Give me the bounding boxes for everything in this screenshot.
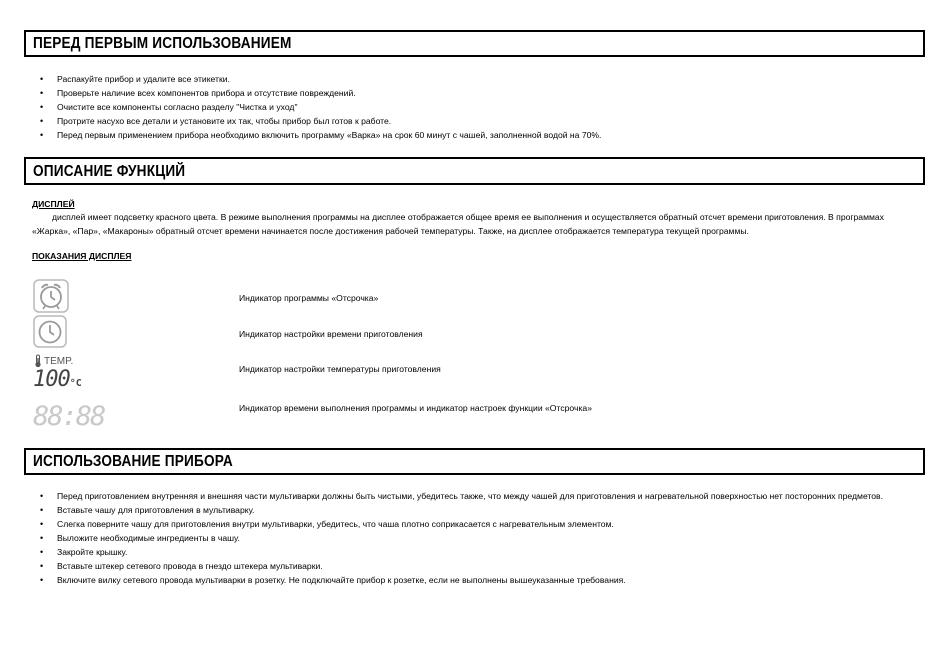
list-item: • Перед приготовлением внутренняя и внешняя части мультиварки должны быть чистыми, убедитесь также, что между чашей для приготовления и нагревательной поверхностью нет посторонних предметов. [36,489,916,503]
section-header-usage [24,448,925,475]
section-title: ОПИСАНИЕ ФУНКЦИЙ [33,163,186,180]
list-item: • Протрите насухо все детали и установите их так, чтобы прибор был готов к работе. [36,114,916,128]
indicators-heading: ПОКАЗАНИЯ ДИСПЛЕЯ [32,251,132,261]
clock-icon [33,315,67,348]
section-title: ИСПОЛЬЗОВАНИЕ ПРИБОРА [33,453,233,470]
display-heading: ДИСПЛЕЙ [32,199,75,209]
indicator-label-cook-time: Индикатор настройки времени приготовления [239,329,423,339]
temperature-digits: 100 [33,367,70,392]
indicator-label-temperature: Индикатор настройки температуры приготовления [239,364,441,374]
list-item: • Очистите все компоненты согласно разделу "Чистка и уход" [36,100,916,114]
indicator-label-delay: Индикатор программы «Отсрочка» [239,293,379,303]
seven-segment-display-icon: 88:88 [33,401,105,432]
display-description: дисплей имеет подсветку красного цвета. В режиме выполнения программы на дисплее отображается общее время ее выполнения и осуществляется обратный отсчет времени приготовления. В программах «Жарка», «Пар», «Макароны» обратный отсчет времени начинается после достижения рабочей температуры. Также, на дисплее отображается температура текущей программы. [32,212,884,236]
list-item: • Распакуйте прибор и удалите все этикетки. [36,72,916,86]
alarm-clock-icon [33,279,69,313]
temperature-readout [33,368,82,396]
list-item: • Слегка поверните чашу для приготовления внутри мультиварки, убедитесь, что чаша плотно соприкасается с нагревательным элементом. [36,517,916,531]
temperature-unit: °C [69,378,82,389]
indicator-label-time: Индикатор времени выполнения программы и индикатор настроек функции «Отсрочка» [239,403,592,413]
section-header-functions [24,157,925,185]
thermometer-icon [33,354,43,368]
list-item: • Закройте крышку. [36,545,916,559]
temp-icon-text: TEMP. [44,356,74,367]
section-title: ПЕРЕД ПЕРВЫМ ИСПОЛЬЗОВАНИЕМ [33,35,292,52]
list-item: • Проверьте наличие всех компонентов прибора и отсутствие повреждений. [36,86,916,100]
bullet-list-usage [36,489,916,587]
list-item: • Выложите необходимые ингредиенты в чашу. [36,531,916,545]
list-item: • Включите вилку сетевого провода мультиварки в розетку. Не подключайте прибор к розетке, если не выполнены вышеуказанные требования. [36,573,916,587]
list-item: • Вставьте чашу для приготовления в мультиварку. [36,503,916,517]
section-header-before-first-use [24,30,925,57]
list-item: • Вставьте штекер сетевого провода в гнездо штекера мультиварки. [36,559,916,573]
list-item: • Перед первым применением прибора необходимо включить программу «Варка» на срок 60 минут с чашей, заполненной водой на 70%. [36,128,916,142]
bullet-list-before-first-use [36,72,916,142]
